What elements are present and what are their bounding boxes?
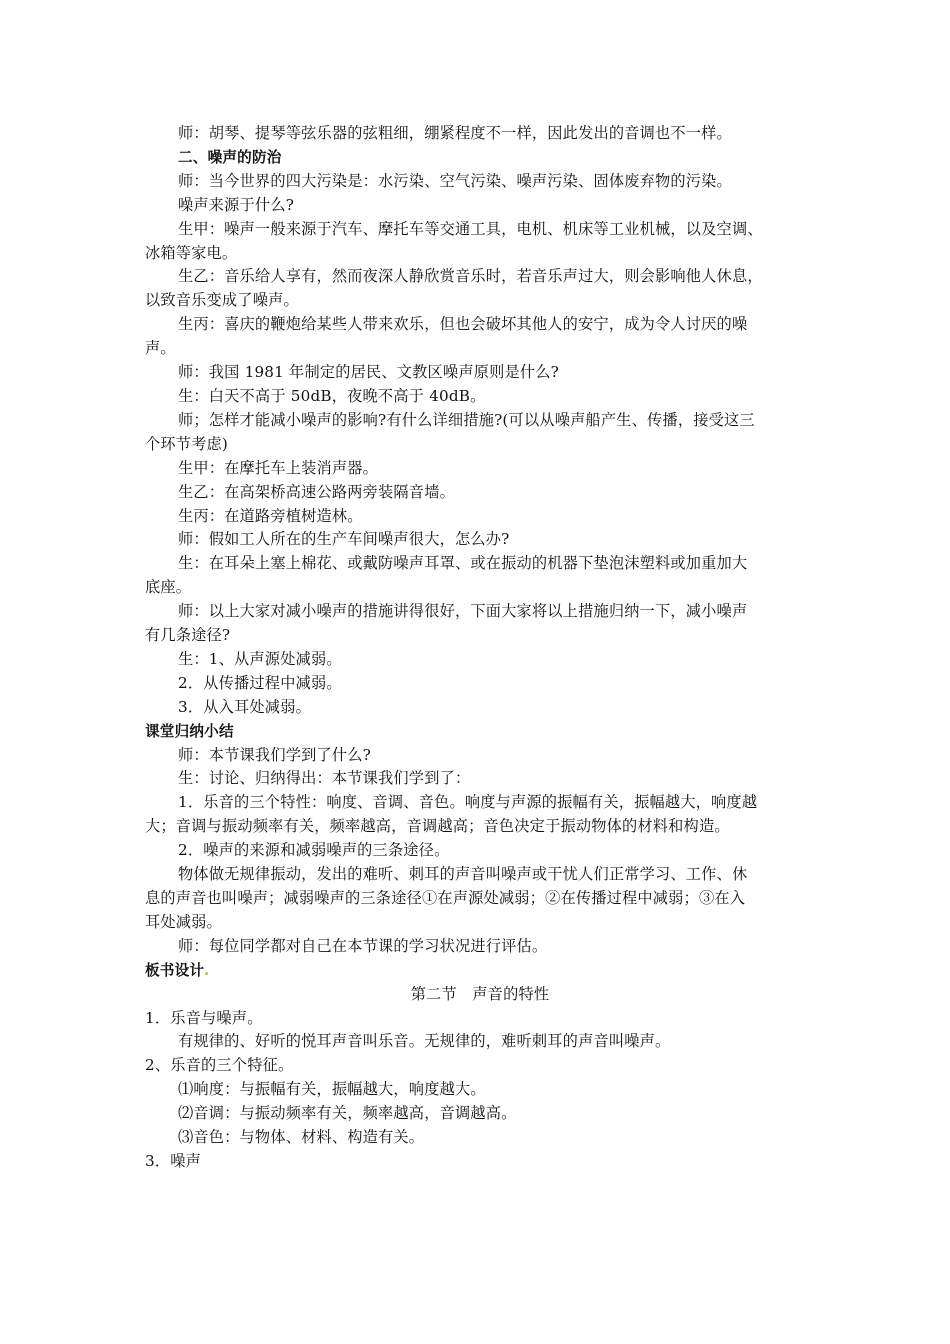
paragraph-measures-question-line2: 个环节考虑) [145, 434, 229, 453]
paragraph-workshop-question: 师：假如工人所在的生产车间噪声很大，怎么办? [178, 530, 510, 549]
paragraph-self-evaluation: 师：每位同学都对自己在本节课的学习状况进行评估。 [178, 936, 548, 955]
board-item-2-pitch: ⑵音调：与振动频率有关，频率越高，音调越高。 [178, 1104, 517, 1123]
paragraph-student-a-line2: 冰箱等家电。 [145, 243, 238, 262]
board-item-3: 3．噪声 [145, 1151, 202, 1170]
section-heading-noise-control: 二、噪声的防治 [178, 148, 282, 166]
paragraph-measures-question-line1: 师；怎样才能减小噪声的影响?有什么详细措施?(可以从噪声船产生、传播，接受这三 [178, 410, 755, 429]
paragraph-noise-source-question: 噪声来源于什么? [178, 195, 295, 214]
summary-item-1-line2: 大；音调与振动频率有关，频率越高，音调越高；音色决定于振动物体的材料和构造。 [145, 817, 730, 836]
paragraph-student-b-line2: 以致音乐变成了噪声。 [145, 291, 299, 310]
paragraph-noise-definition-line3: 耳处减弱。 [145, 912, 222, 931]
list-item-way-3: 3．从入耳处减弱。 [178, 697, 311, 716]
paragraph-four-pollutions: 师：当今世界的四大污染是：水污染、空气污染、噪声污染、固体废弃物的污染。 [178, 171, 732, 190]
paragraph-summary-question: 师：本节课我们学到了什么? [178, 745, 371, 764]
paragraph-student-b-line1: 生乙：音乐给人享有，然而夜深人静欣赏音乐时，若音乐声过大，则会影响他人休息， [178, 267, 763, 286]
highlight-mark [205, 972, 208, 975]
section-heading-class-summary: 课堂归纳小结 [145, 722, 234, 740]
paragraph-student-c-line2: 声。 [145, 339, 176, 358]
paragraph-workshop-answer-line1: 生：在耳朵上塞上棉花、或戴防噪声耳罩、或在振动的机器下垫泡沫塑料或加重加大 [178, 554, 748, 573]
summary-item-1-line1: 1．乐音的三个特性：响度、音调、音色。响度与声源的振幅有关，振幅越大，响度越 [178, 793, 758, 812]
paragraph-standard-answer: 生：白天不高于 50dB，夜晚不高于 40dB。 [178, 386, 486, 405]
board-title: 第二节 声音的特性 [410, 984, 550, 1003]
board-item-2: 2、乐音的三个特征。 [145, 1056, 294, 1075]
paragraph-summarize-question-line1: 师：以上大家对减小噪声的措施讲得很好，下面大家将以上措施归纳一下，减小噪声 [178, 602, 748, 621]
paragraph-measure-wall: 生乙：在高架桥高速公路两旁装隔音墙。 [178, 482, 455, 501]
board-item-1: 1．乐音与噪声。 [145, 1008, 263, 1027]
paragraph-teacher-pitch: 师：胡琴、提琴等弦乐器的弦粗细，绷紧程度不一样，因此发出的音调也不一样。 [178, 124, 732, 142]
list-item-way-1: 生：1、从声源处减弱。 [178, 649, 342, 668]
section-heading-board-design [145, 959, 815, 983]
list-item-way-2: 2．从传播过程中减弱。 [178, 673, 342, 692]
paragraph-student-c-line1: 生丙：喜庆的鞭炮给某些人带来欢乐，但也会破坏其他人的安宁，成为令人讨厌的噪 [178, 315, 748, 334]
paragraph-noise-definition-line2: 息的声音也叫噪声；减弱噪声的三条途径①在声源处减弱；②在传播过程中减弱；③在入 [145, 889, 746, 907]
board-item-2-timbre: ⑶音色：与物体、材料、构造有关。 [178, 1128, 425, 1147]
board-design-label: 板书设计 [145, 961, 205, 979]
paragraph-measure-muffler: 生甲：在摩托车上装消声器。 [178, 458, 379, 477]
document-page [145, 122, 815, 1174]
paragraph-summarize-question-line2: 有几条途径? [145, 626, 231, 645]
board-item-1-detail: 有规律的、好听的悦耳声音叫乐音。无规律的，难听刺耳的声音叫噪声。 [178, 1032, 671, 1051]
paragraph-noise-definition-line1: 物体做无规律振动，发出的难听、刺耳的声音叫噪声或干忧人们正常学习、工作、休 [178, 865, 748, 884]
paragraph-measure-trees: 生丙：在道路旁植树造林。 [178, 506, 363, 525]
paragraph-student-a-line1: 生甲：噪声一般来源于汽车、摩托车等交通工具，电机、机床等工业机械，以及空调、 [178, 219, 763, 238]
paragraph-standard-question: 师：我国 1981 年制定的居民、文教区噪声原则是什么? [178, 363, 559, 382]
board-item-2-loudness: ⑴响度：与振幅有关，振幅越大，响度越大。 [178, 1080, 486, 1099]
paragraph-summary-answer: 生：讨论、归纳得出：本节课我们学到了： [178, 769, 471, 788]
paragraph-workshop-answer-line2: 底座。 [145, 578, 192, 597]
summary-item-2: 2．噪声的来源和减弱噪声的三条途径。 [178, 841, 450, 860]
